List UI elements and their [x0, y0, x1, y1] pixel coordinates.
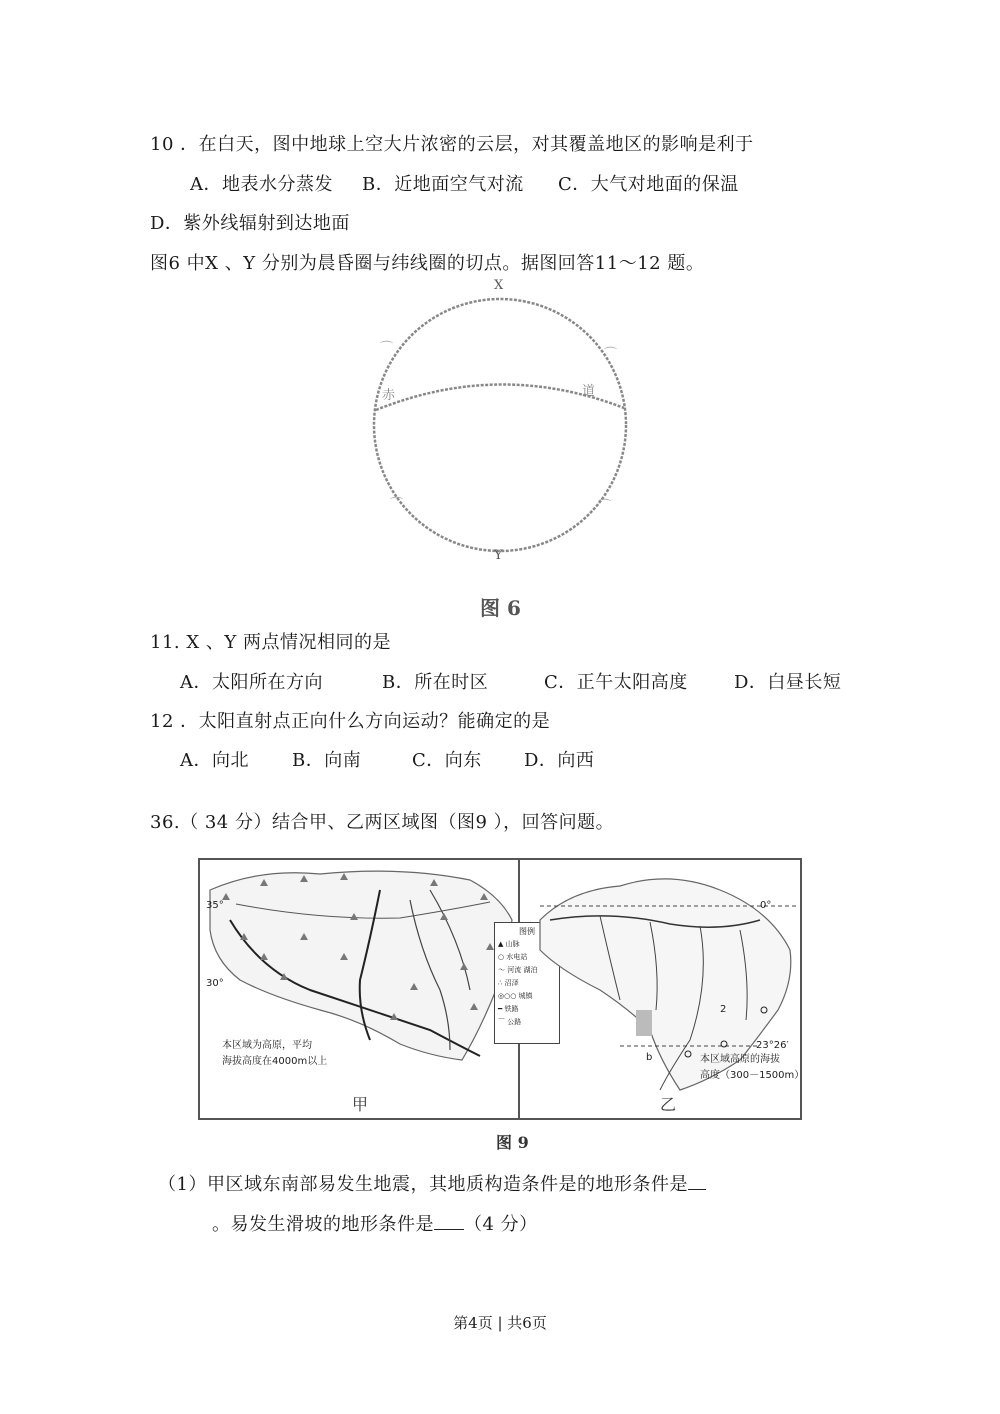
yi-note-line-1: 本区域高原的海拔 [700, 1054, 780, 1065]
q12-option-a: A．向北 [180, 750, 249, 771]
jia-note-line-1: 本区域为高原，平均 [222, 1040, 312, 1051]
equator-label-right: 道 [582, 384, 596, 399]
q10-stem: 10 ．在白天，图中地球上空大片浓密的云层，对其覆盖地区的影响是利于 [150, 134, 754, 155]
yi-note-line-2: 高度（300－1500m） [700, 1070, 805, 1081]
swamp-area [636, 1010, 652, 1036]
q10-option-b: B．近地面空气对流 [362, 174, 524, 195]
page-footer: 第4页 | 共6页 [453, 1314, 547, 1332]
yi-point-b: b [646, 1052, 653, 1063]
legend-item: ○ 水电站 [498, 953, 528, 961]
q12-option-d: D．向西 [524, 750, 595, 771]
q11-stem: 11. X 、Y 两点情况相同的是 [150, 632, 391, 653]
q10-options-row [190, 170, 739, 196]
answer-blank-2[interactable] [434, 1213, 464, 1230]
figure-6-globe [360, 280, 650, 580]
map-yi-label: 乙 [660, 1095, 677, 1114]
globe-diagram [360, 280, 650, 580]
q11-options-row [180, 668, 841, 694]
q36-1-line2-a: 。易发生滑坡的地形条件是 [212, 1214, 434, 1235]
globe-outline [374, 299, 626, 551]
legend-title: 图例 [519, 927, 535, 936]
jia-lat-35: 35° [206, 900, 224, 911]
figure-9-caption: 图 9 [496, 1133, 529, 1152]
q10-option-a: A．地表水分蒸发 [190, 174, 333, 195]
legend-item: ⌒ 公路 [498, 1018, 522, 1026]
q11-option-b: B．所在时区 [382, 672, 489, 693]
yi-lat-tropic: 23°26′ [756, 1040, 789, 1051]
legend-item: ◎○○ 城镇 [498, 992, 533, 1000]
q36-1-line1: （1）甲区域东南部易发生地震，其地质构造条件是的地形条件是 [158, 1174, 688, 1195]
legend-item: ∴ 沼泽 [498, 979, 519, 987]
yi-lat-0: 0° [760, 900, 772, 911]
map-jia [200, 860, 518, 1118]
q11-option-d: D．白昼长短 [734, 672, 842, 693]
fig6-intro: 图6 中X 、Y 分别为晨昏圈与纬线圈的切点。据图回答11～12 题。 [150, 253, 705, 274]
q11-option-a: A．太阳所在方向 [180, 672, 323, 693]
globe-mark-right-bottom: ⌒ [598, 499, 612, 514]
legend-item: ▲ 山脉 [498, 940, 520, 948]
q10-option-d: D．紫外线辐射到达地面 [150, 213, 350, 234]
plateau-region [210, 871, 512, 1060]
figure-9-maps [198, 858, 805, 1120]
globe-mark-left-top: ⌒ [380, 341, 394, 356]
q36-stem: 36.（ 34 分）结合甲、乙两区域图（图9 ），回答问题。 [150, 812, 615, 833]
point-x-label: X [494, 278, 504, 293]
q36-1-line1-wrap [158, 1170, 706, 1196]
point-y-label: Y [494, 548, 503, 563]
legend-item: 〜 河流 湖泊 [498, 966, 538, 974]
q36-1-line2-b: （4 分） [464, 1214, 538, 1235]
figure-6-caption: 图 6 [480, 596, 521, 620]
equator-label-left: 赤 [382, 388, 396, 403]
jia-note-line-2: 海拔高度在4000m以上 [222, 1056, 328, 1067]
q10-option-c: C．大气对地面的保温 [558, 174, 739, 195]
legend-item: ━ 铁路 [498, 1005, 519, 1013]
q36-1-line2-wrap [212, 1210, 538, 1236]
globe-mark-left-bottom: ⌒ [390, 497, 404, 512]
q12-option-b: B．向南 [292, 750, 362, 771]
globe-mark-right-top: ⌒ [604, 347, 618, 362]
q12-option-c: C．向东 [412, 750, 482, 771]
q12-stem: 12 ．太阳直射点正向什么方向运动？能确定的是 [150, 711, 551, 732]
jia-lat-30: 30° [206, 978, 224, 989]
q11-option-c: C．正午太阳高度 [544, 672, 688, 693]
q12-options-row [180, 746, 594, 772]
map-jia-label: 甲 [352, 1095, 369, 1114]
answer-blank-1[interactable] [688, 1173, 706, 1190]
yi-point-2: 2 [720, 1004, 727, 1015]
